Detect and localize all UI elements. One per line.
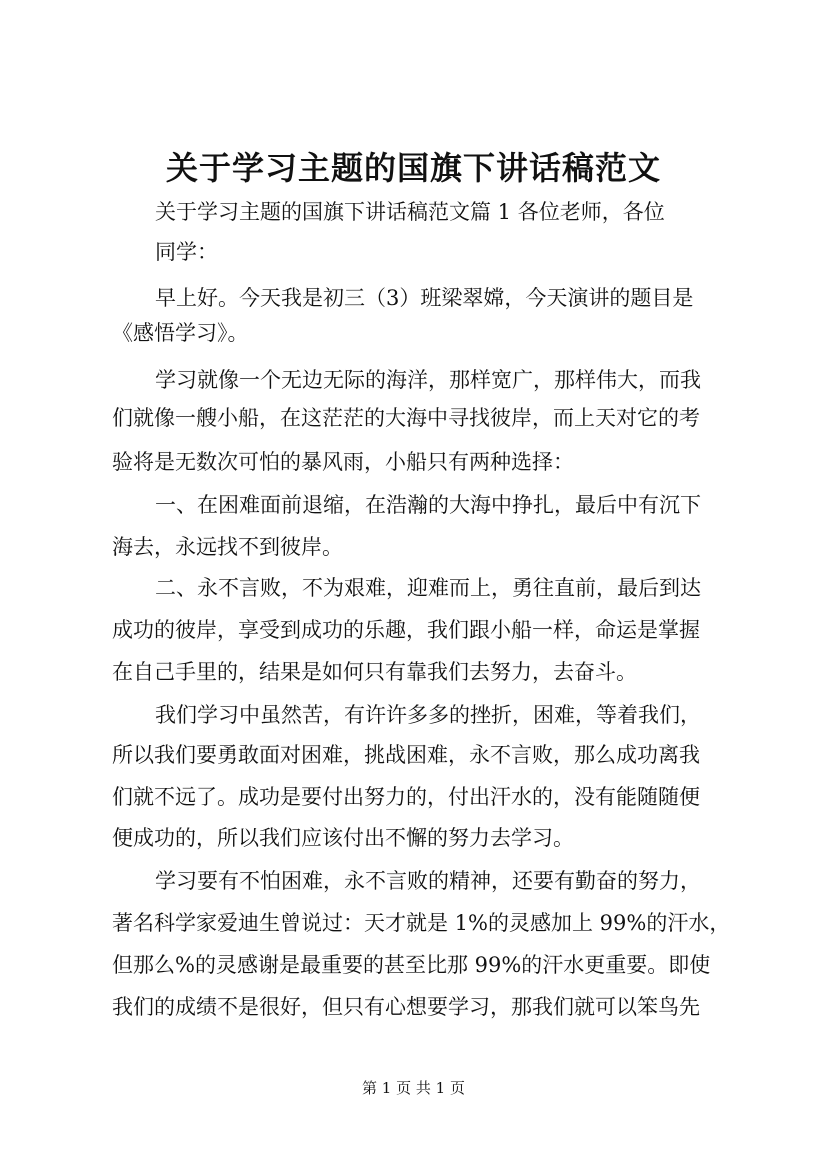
text-line: 我们的成绩不是很好，但只有心想要学习，那我们就可以笨鸟先 — [112, 995, 700, 1019]
text-line: 著名科学家爱迪生曾说过：天才就是 1%的灵感加上 99%的汗水， — [112, 911, 731, 935]
text-line: 所以我们要勇敢面对困难，挑战困难，永不言败，那么成功离我 — [112, 743, 700, 767]
text-line: 在自己手里的，结果是如何只有靠我们去努力，去奋斗。 — [112, 660, 637, 684]
text-line: 我们学习中虽然苦，有许许多多的挫折，困难，等着我们， — [155, 703, 701, 727]
text-line: 《感悟学习》。 — [112, 321, 249, 345]
text-line: 成功的彼岸，享受到成功的乐趣，我们跟小船一样，命运是掌握 — [112, 618, 700, 642]
text-line: 学习就像一个无边无际的海洋，那样宽广，那样伟大，而我 — [155, 368, 701, 392]
text-line: 早上好。今天我是初三（3）班梁翠嫦，今天演讲的题目是 — [155, 286, 694, 310]
text-line: 学习要有不怕困难，永不言败的精神，还要有勤奋的努力， — [155, 869, 701, 893]
text-line: 们就不远了。成功是要付出努力的，付出汗水的，没有能随随便 — [112, 785, 700, 809]
page-footer: 第 1 页 共 1 页 — [362, 1079, 465, 1097]
text-line: 同学： — [155, 240, 218, 264]
text-line: 一、在困难面前退缩，在浩瀚的大海中挣扎，最后中有沉下 — [155, 493, 701, 517]
text-line: 但那么%的灵感谢是最重要的甚至比那 99%的汗水更重要。即使 — [112, 953, 711, 977]
page-title: 关于学习主题的国旗下讲话稿范文 — [165, 149, 661, 187]
text-line: 验将是无数次可怕的暴风雨，小船只有两种选择： — [112, 450, 574, 474]
text-line: 便成功的，所以我们应该付出不懈的努力去学习。 — [112, 826, 574, 850]
text-line: 海去，永远找不到彼岸。 — [112, 535, 343, 559]
text-line: 关于学习主题的国旗下讲话稿范文篇 1 各位老师，各位 — [155, 200, 665, 224]
text-line: 二、永不言败，不为艰难，迎难而上，勇往直前，最后到达 — [155, 576, 701, 600]
text-line: 们就像一艘小船，在这茫茫的大海中寻找彼岸，而上天对它的考 — [112, 406, 700, 430]
